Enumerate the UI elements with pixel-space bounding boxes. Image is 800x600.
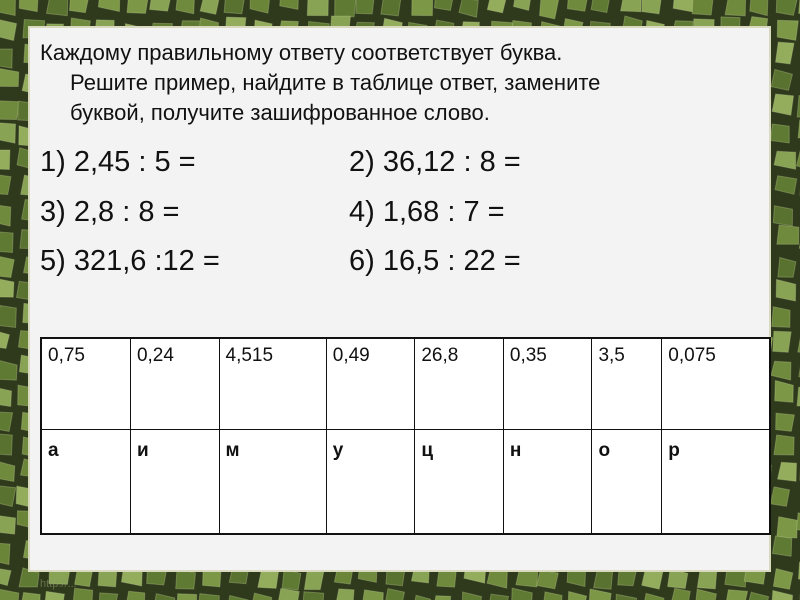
- mosaic-stone: [176, 569, 196, 589]
- watermark-text: http://...: [40, 578, 77, 590]
- letter-cell: и: [130, 430, 219, 534]
- mosaic-stone: [412, 0, 433, 16]
- mosaic-stone: [776, 0, 797, 15]
- example-3: 3) 2,8 : 8 =: [40, 196, 180, 228]
- answer-cell: 0,35: [503, 338, 592, 430]
- mosaic-stone: [725, 0, 745, 16]
- mosaic-stone: [0, 49, 12, 68]
- mosaic-stone: [773, 206, 792, 226]
- answer-cell: 4,515: [219, 338, 326, 430]
- mosaic-stone: [224, 0, 245, 14]
- mosaic-stone: [335, 0, 356, 17]
- mosaic-stone: [777, 225, 799, 244]
- mosaic-stone: [0, 434, 12, 455]
- letter-cell: у: [326, 430, 415, 534]
- mosaic-stone: [773, 331, 791, 352]
- mosaic-stone: [0, 150, 10, 169]
- mosaic-stone: [177, 594, 197, 600]
- task-text: [40, 38, 760, 128]
- mosaic-stone: [778, 462, 797, 481]
- answer-cell: 3,5: [592, 338, 662, 430]
- mosaic-stone: [621, 0, 642, 12]
- letters-row: [41, 430, 770, 534]
- letter-cell: н: [503, 430, 592, 534]
- mosaic-stone: [356, 0, 375, 14]
- letter-cell: р: [662, 430, 770, 534]
- example-5: 5) 321,6 :12 =: [40, 245, 220, 277]
- answer-cell: 0,24: [130, 338, 219, 430]
- mosaic-stone: [773, 569, 792, 590]
- mosaic-stone: [0, 516, 16, 535]
- mosaic-stone: [567, 0, 588, 11]
- mosaic-stone: [777, 517, 797, 538]
- mosaic-stone: [0, 306, 16, 328]
- mosaic-stone: [537, 570, 559, 589]
- answer-code-table: [40, 337, 771, 535]
- mosaic-stone: [282, 569, 301, 590]
- mosaic-stone: [772, 94, 793, 115]
- letter-cell: м: [219, 430, 326, 534]
- example-2: 2) 36,12 : 8 =: [349, 146, 521, 178]
- mosaic-stone: [0, 387, 12, 406]
- mosaic-stone: [46, 0, 67, 16]
- answer-cell: 26,8: [415, 338, 504, 430]
- mosaic-stone: [772, 307, 790, 328]
- mosaic-stone: [150, 0, 172, 11]
- mosaic-stone: [594, 570, 613, 589]
- mosaic-stone: [200, 0, 219, 14]
- example-4: 4) 1,68 : 7 =: [349, 196, 505, 228]
- mosaic-stone: [125, 591, 145, 600]
- mosaic-stone: [772, 536, 791, 556]
- mosaic-stone: [642, 0, 662, 14]
- mosaic-stone: [771, 487, 790, 506]
- mosaic-stone: [335, 589, 354, 600]
- mosaic-stone: [0, 205, 11, 227]
- mosaic-stone: [774, 435, 794, 455]
- letter-cell: о: [592, 430, 662, 534]
- example-1: 1) 2,45 : 5 =: [40, 146, 196, 178]
- mosaic-stone: [692, 0, 713, 15]
- mosaic-stone: [770, 124, 789, 143]
- mosaic-stone: [99, 593, 118, 600]
- mosaic-stone: [776, 413, 795, 431]
- letter-cell: ц: [415, 430, 504, 534]
- example-6: 6) 16,5 : 22 =: [349, 245, 521, 277]
- mosaic-stone: [0, 0, 15, 16]
- mosaic-stone: [0, 543, 10, 565]
- mosaic-stone: [0, 101, 20, 120]
- mosaic-stone: [304, 570, 324, 590]
- task-line-1: Каждому правильному ответу соответствует буква.: [40, 40, 563, 65]
- mosaic-stone: [0, 232, 13, 253]
- answer-cell: 0,49: [326, 338, 415, 430]
- mosaic-stone: [307, 0, 328, 16]
- mosaic-stone: [777, 20, 798, 40]
- letter-cell: а: [41, 430, 130, 534]
- mosaic-stone: [303, 592, 324, 600]
- task-line-3: буквой, получите зашифрованное слово.: [70, 100, 490, 125]
- slide-panel: [28, 26, 771, 572]
- answers-row: [41, 338, 770, 430]
- mosaic-stone: [381, 0, 401, 16]
- answer-cell: 0,75: [41, 338, 130, 430]
- mosaic-stone: [127, 0, 148, 13]
- answer-cell: 0,075: [662, 338, 770, 430]
- mosaic-stone: [0, 278, 14, 297]
- task-line-2: Решите пример, найдите в таблице ответ, замените: [70, 70, 601, 95]
- mosaic-stone: [0, 123, 15, 143]
- mosaic-stone: [726, 590, 748, 600]
